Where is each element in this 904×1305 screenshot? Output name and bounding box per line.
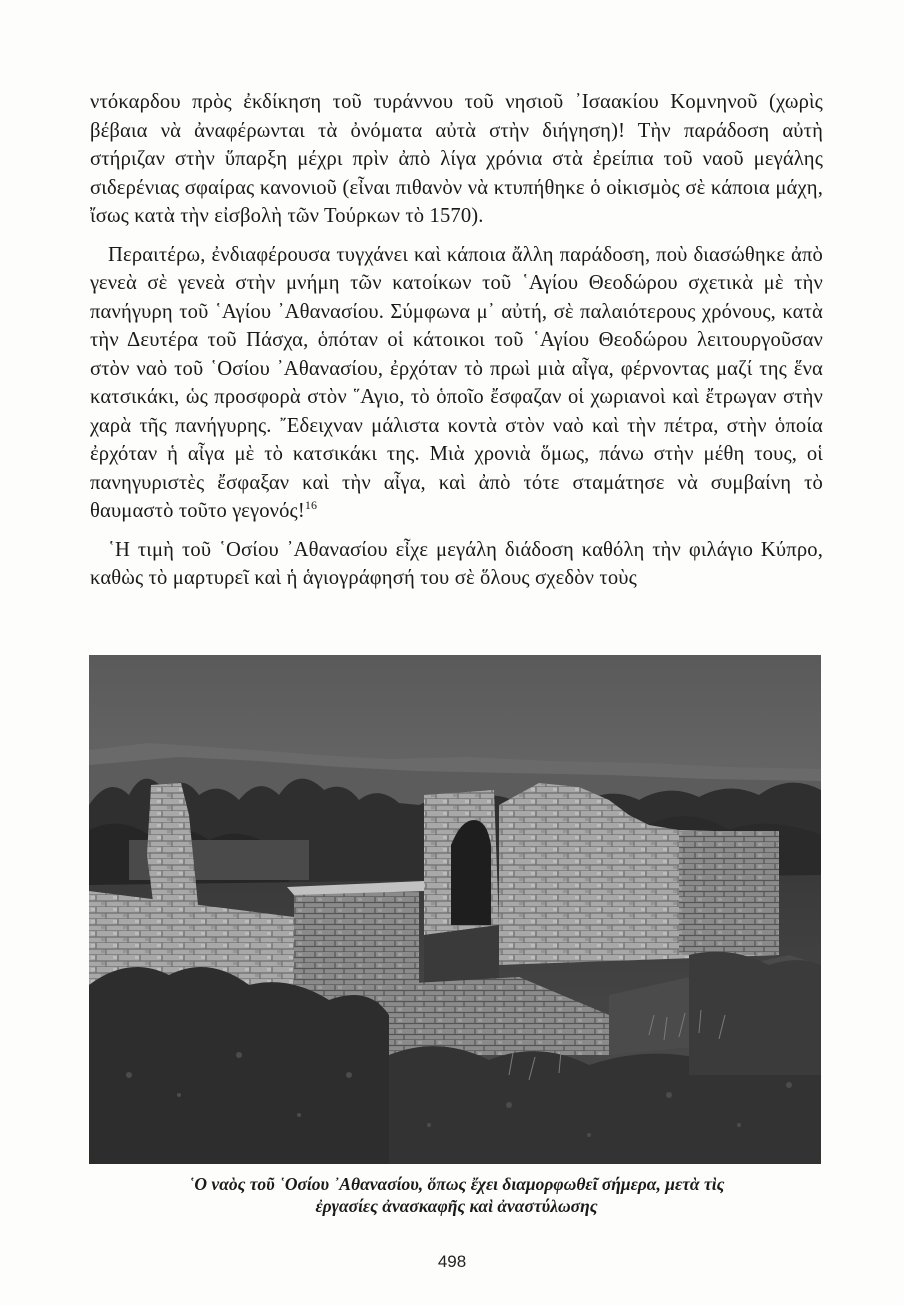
caption-line-1: ῾Ο ναὸς τοῦ ῾Οσίου ᾿Αθανασίου, ὅπως ἔχει διαμορφωθεῖ σήμερα, μετὰ τὶς (188, 1174, 725, 1194)
caption-line-2: ἐργασίες ἀνασκαφῆς καὶ ἀναστύλωσης (315, 1196, 598, 1216)
paragraph-3: ῾Η τιμὴ τοῦ ῾Οσίου ᾿Αθανασίου εἶχε μεγάλη διάδοση καθόλη τὴν φιλάγιο Κύπρο, καθὼς τὸ μαρτυρεῖ καὶ ἡ ἁγιογράφησή του σὲ ὅλους σχεδὸν τοὺς (90, 538, 823, 589)
footnote-marker: 16 (304, 498, 318, 513)
paragraph-2 (90, 241, 823, 526)
church-ruins-photo (89, 655, 821, 1164)
paragraph-2-text: Περαιτέρω, ἐνδιαφέρουσα τυγχάνει καὶ κάποια ἄλλη παράδοση, ποὺ διασώθηκε ἀπὸ γενεὰ σὲ γενεὰ στὴν μνήμη τῶν κατοίκων τοῦ ῾Αγίου Θεοδώρου σχετικὰ μὲ τὴν πανήγυρη τοῦ ῾Αγίου ᾿Αθανασίου. Σύμφωνα μ᾿ αὐτή, σὲ παλαιότερους χρόνους, κατὰ τὴν Δευτέρα τοῦ Πάσχα, ὁπόταν οἱ κάτοικοι τοῦ ῾Αγίου Θεοδώρου λειτουργοῦσαν στὸν ναὸ τοῦ ῾Οσίου ᾿Αθανασίου, ἐρχόταν τὸ πρωὶ μιὰ αἶγα, φέρνοντας μαζί της ἕνα κατσικάκι, ὡς προσφορὰ στὸν ῞Αγιο, τὸ ὁποῖο ἔσφαζαν οἱ χωριανοὶ καὶ ἔτρωγαν στὴν χαρὰ τῆς πανήγυρης. ῎Εδειχναν μάλιστα κοντὰ στὸν ναὸ καὶ τὴν πέτρα, στὴν ὁποία ἐρχόταν ἡ αἶγα μὲ τὸ κατσικάκι της. Μιὰ χρονιὰ ὅμως, πάνω στὴν μέθη τους, οἱ πανηγυριστὲς ἔσφαξαν καὶ τὴν αἶγα, καὶ ἀπὸ τότε σταμάτησε νὰ συμβαίνη τὸ θαυμαστὸ τοῦτο γεγονός! (90, 243, 823, 522)
page-number: 498 (437, 1252, 467, 1271)
body-text (90, 88, 823, 603)
paragraph-1: ντόκαρδου πρὸς ἐκδίκηση τοῦ τυράννου τοῦ νησιοῦ ᾿Ισαακίου Κομνηνοῦ (χωρὶς βέβαια νὰ ἀναφέρωνται τὰ ὀνόματα αὐτὰ στὴν διήγηση)! Τὴν παράδοση αὐτὴ στήριζαν στὴν ὕπαρξη μέχρι πρὶν ἀπὸ λίγα χρόνια στὰ ἐρείπια τοῦ ναοῦ μεγάλης σιδερένιας σφαίρας κανονιοῦ (εἶναι πιθανὸν νὰ κτυπήθηκε ὁ οἰκισμὸς σὲ κάποια μάχη, ἴσως κατὰ τὴν εἰσβολὴ τῶν Τούρκων τὸ 1570). (90, 91, 823, 227)
figure-caption (90, 1173, 823, 1217)
